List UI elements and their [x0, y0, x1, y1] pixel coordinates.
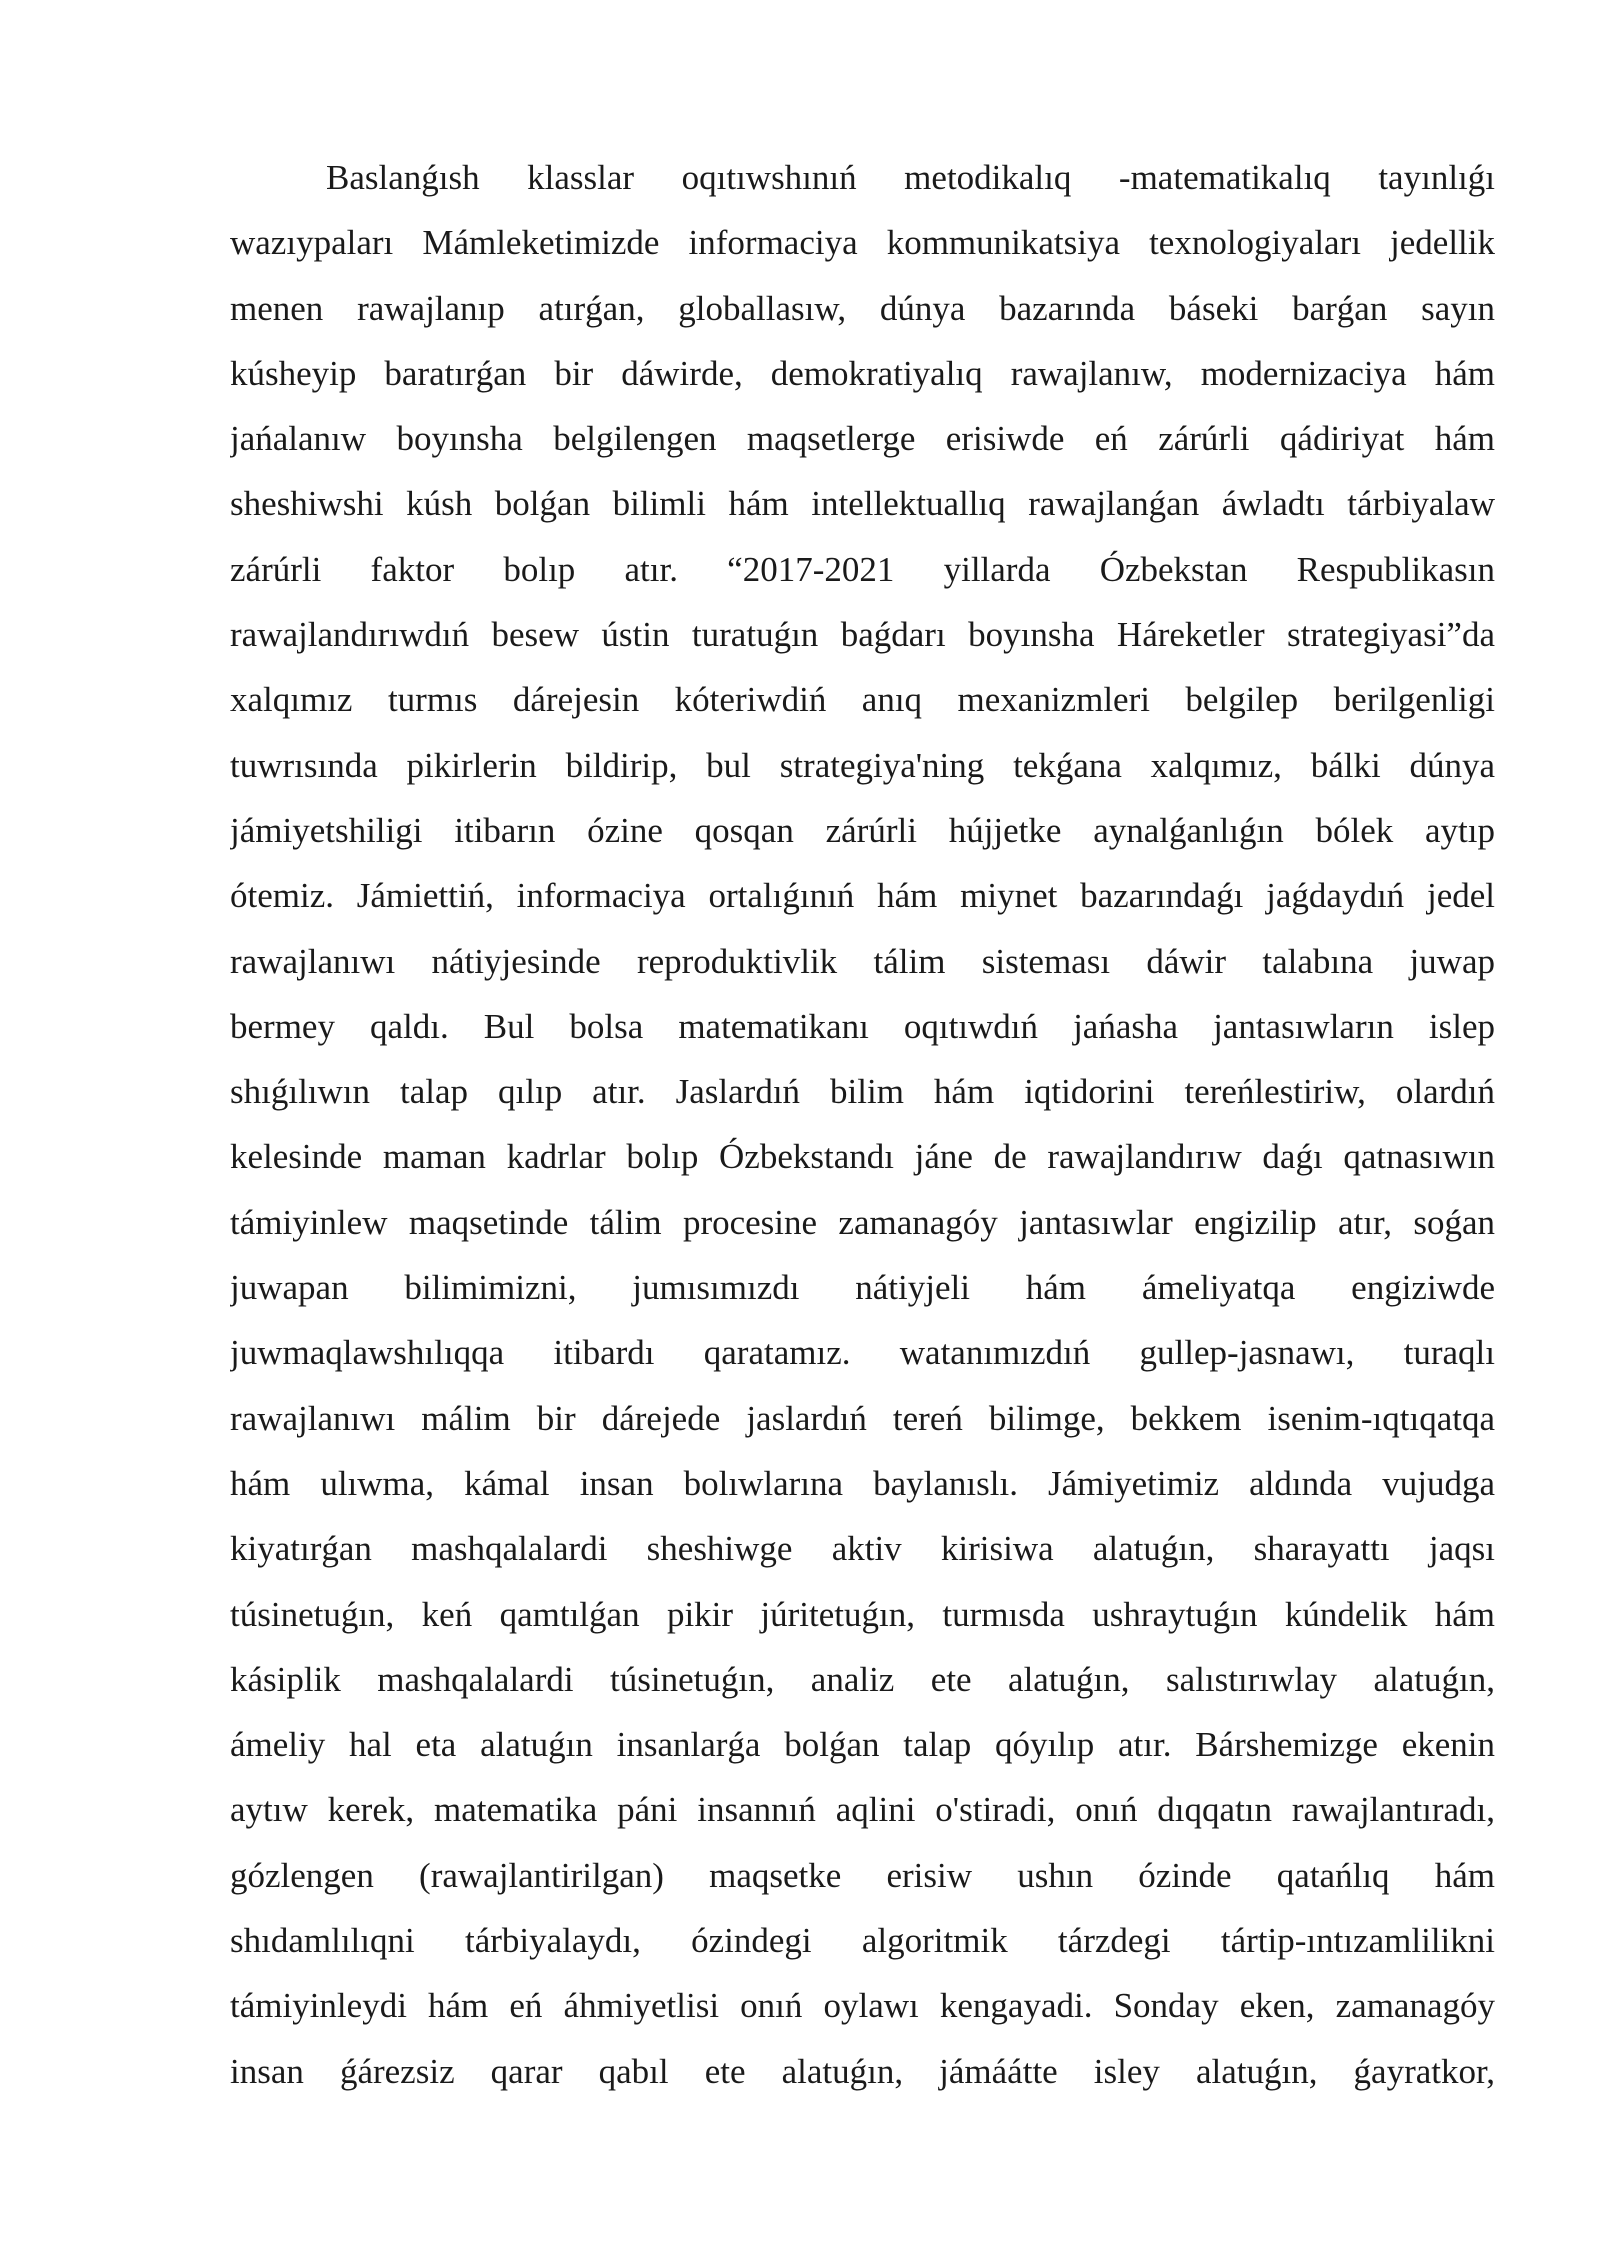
paragraph-line: túsinetuǵın, keń qamtılǵan pikir júritetuǵın, turmısda ushraytuǵın kúndelik hám [230, 1594, 1495, 1634]
paragraph-line: hám ulıwma, kámal insan bolıwlarına baylanıslı. Jámiyetimiz aldında vujudga [230, 1463, 1495, 1503]
paragraph-line: ámeliy hal eta alatuǵın insanlarǵa bolǵan talap qóyılıp atır. Bárshemizge ekenin [230, 1725, 1495, 1765]
paragraph-line: Baslanǵısh klasslar oqıtıwshınıń metodikalıq -matematikalıq tayınlıǵı [326, 158, 1495, 197]
paragraph-line: sheshiwshi kúsh bolǵan bilimli hám intellektuallıq rawajlanǵan áwladtı tárbiyalaw [230, 484, 1495, 524]
paragraph-line: bermey qaldı. Bul bolsa matematikanı oqıtıwdıń jańasha jantasıwların islep [230, 1006, 1495, 1046]
paragraph-line: wazıypaları Mámleketimizde informaciya kommunikatsiya texnologiyaları jedellik [230, 223, 1495, 263]
paragraph-line: gózlengen (rawajlantirilgan) maqsetke erisiw ushın ózinde qatańlıq hám [230, 1855, 1495, 1895]
paragraph-line: xalqımız turmıs dárejesin kóteriwdiń anıq mexanizmleri belgilep berilgenligi [230, 680, 1495, 720]
paragraph-line: jámiyetshiligi itibarın ózine qosqan zárúrli hújjetke aynalǵanlıǵın bólek aytıp [230, 810, 1495, 850]
paragraph-line: kúsheyip baratırǵan bir dáwirde, demokratiyalıq rawajlanıw, modernizaciya hám [230, 353, 1495, 393]
paragraph-line: rawajlanıwı málim bir dárejede jaslardıń tereń bilimge, bekkem isenim-ıqtıqatqa [230, 1398, 1495, 1438]
paragraph-line: juwapan bilimimizni, jumısımızdı nátiyjeli hám ámeliyatqa engiziwde [230, 1268, 1495, 1308]
paragraph-line: shıǵılıwın talap qılıp atır. Jaslardıń bilim hám iqtidorini tereńlestiriw, olardıń [230, 1072, 1495, 1112]
paragraph-line: ótemiz. Jámiettiń, informaciya ortalıǵınıń hám miynet bazarındaǵı jaǵdaydıń jedel [230, 876, 1495, 916]
paragraph-line: insan ǵárezsiz qarar qabıl ete alatuǵın, jámáátte isley alatuǵın, ǵayratkor, [230, 2051, 1495, 2091]
paragraph-line: kiyatırǵan mashqalalardi sheshiwge aktiv kirisiwa alatuǵın, sharayattı jaqsı [230, 1529, 1495, 1569]
paragraph-line: tuwrısında pikirlerin bildirip, bul strategiya'ning tekǵana xalqımız, bálki dúnya [230, 745, 1495, 785]
paragraph-line: jańalanıw boyınsha belgilengen maqsetlerge erisiwde eń zárúrli qádiriyat hám [230, 419, 1495, 459]
paragraph-line: menen rawajlanıp atırǵan, globallasıw, dúnya bazarında báseki barǵan sayın [230, 288, 1495, 328]
paragraph-line: rawajlandırıwdıń besew ústin turatuǵın baǵdarı boyınsha Háreketler strategiyasi”da [230, 615, 1495, 655]
paragraph-line: aytıw kerek, matematika páni insannıń aqlini o'stiradi, onıń dıqqatın rawajlantıradı, [230, 1790, 1495, 1830]
paragraph-line: rawajlanıwı nátiyjesinde reproduktivlik tálim sisteması dáwir talabına juwap [230, 941, 1495, 981]
paragraph-line: juwmaqlawshılıqqa itibardı qaratamız. watanımızdıń gullep-jasnawı, turaqlı [230, 1333, 1495, 1373]
body-paragraph [230, 145, 1495, 2104]
paragraph-line: támiyinleydi hám eń áhmiyetlisi onıń oylawı kengayadi. Sonday eken, zamanagóy [230, 1986, 1495, 2026]
paragraph-line: shıdamlılıqni tárbiyalaydı, ózindegi algoritmik tárzdegi tártip-ıntızamlilikni [230, 1921, 1495, 1961]
paragraph-line: kásiplik mashqalalardi túsinetuǵın, analiz ete alatuǵın, salıstırıwlay alatuǵın, [230, 1659, 1495, 1699]
paragraph-line: kelesinde maman kadrlar bolıp Ózbekstandı jáne de rawajlandırıw daǵı qatnasıwın [230, 1137, 1495, 1177]
paragraph-line: zárúrli faktor bolıp atır. “2017-2021 yillarda Ózbekstan Respublikasın [230, 549, 1495, 589]
paragraph-line: támiyinlew maqsetinde tálim procesine zamanagóy jantasıwlar engizilip atır, soǵan [230, 1202, 1495, 1242]
